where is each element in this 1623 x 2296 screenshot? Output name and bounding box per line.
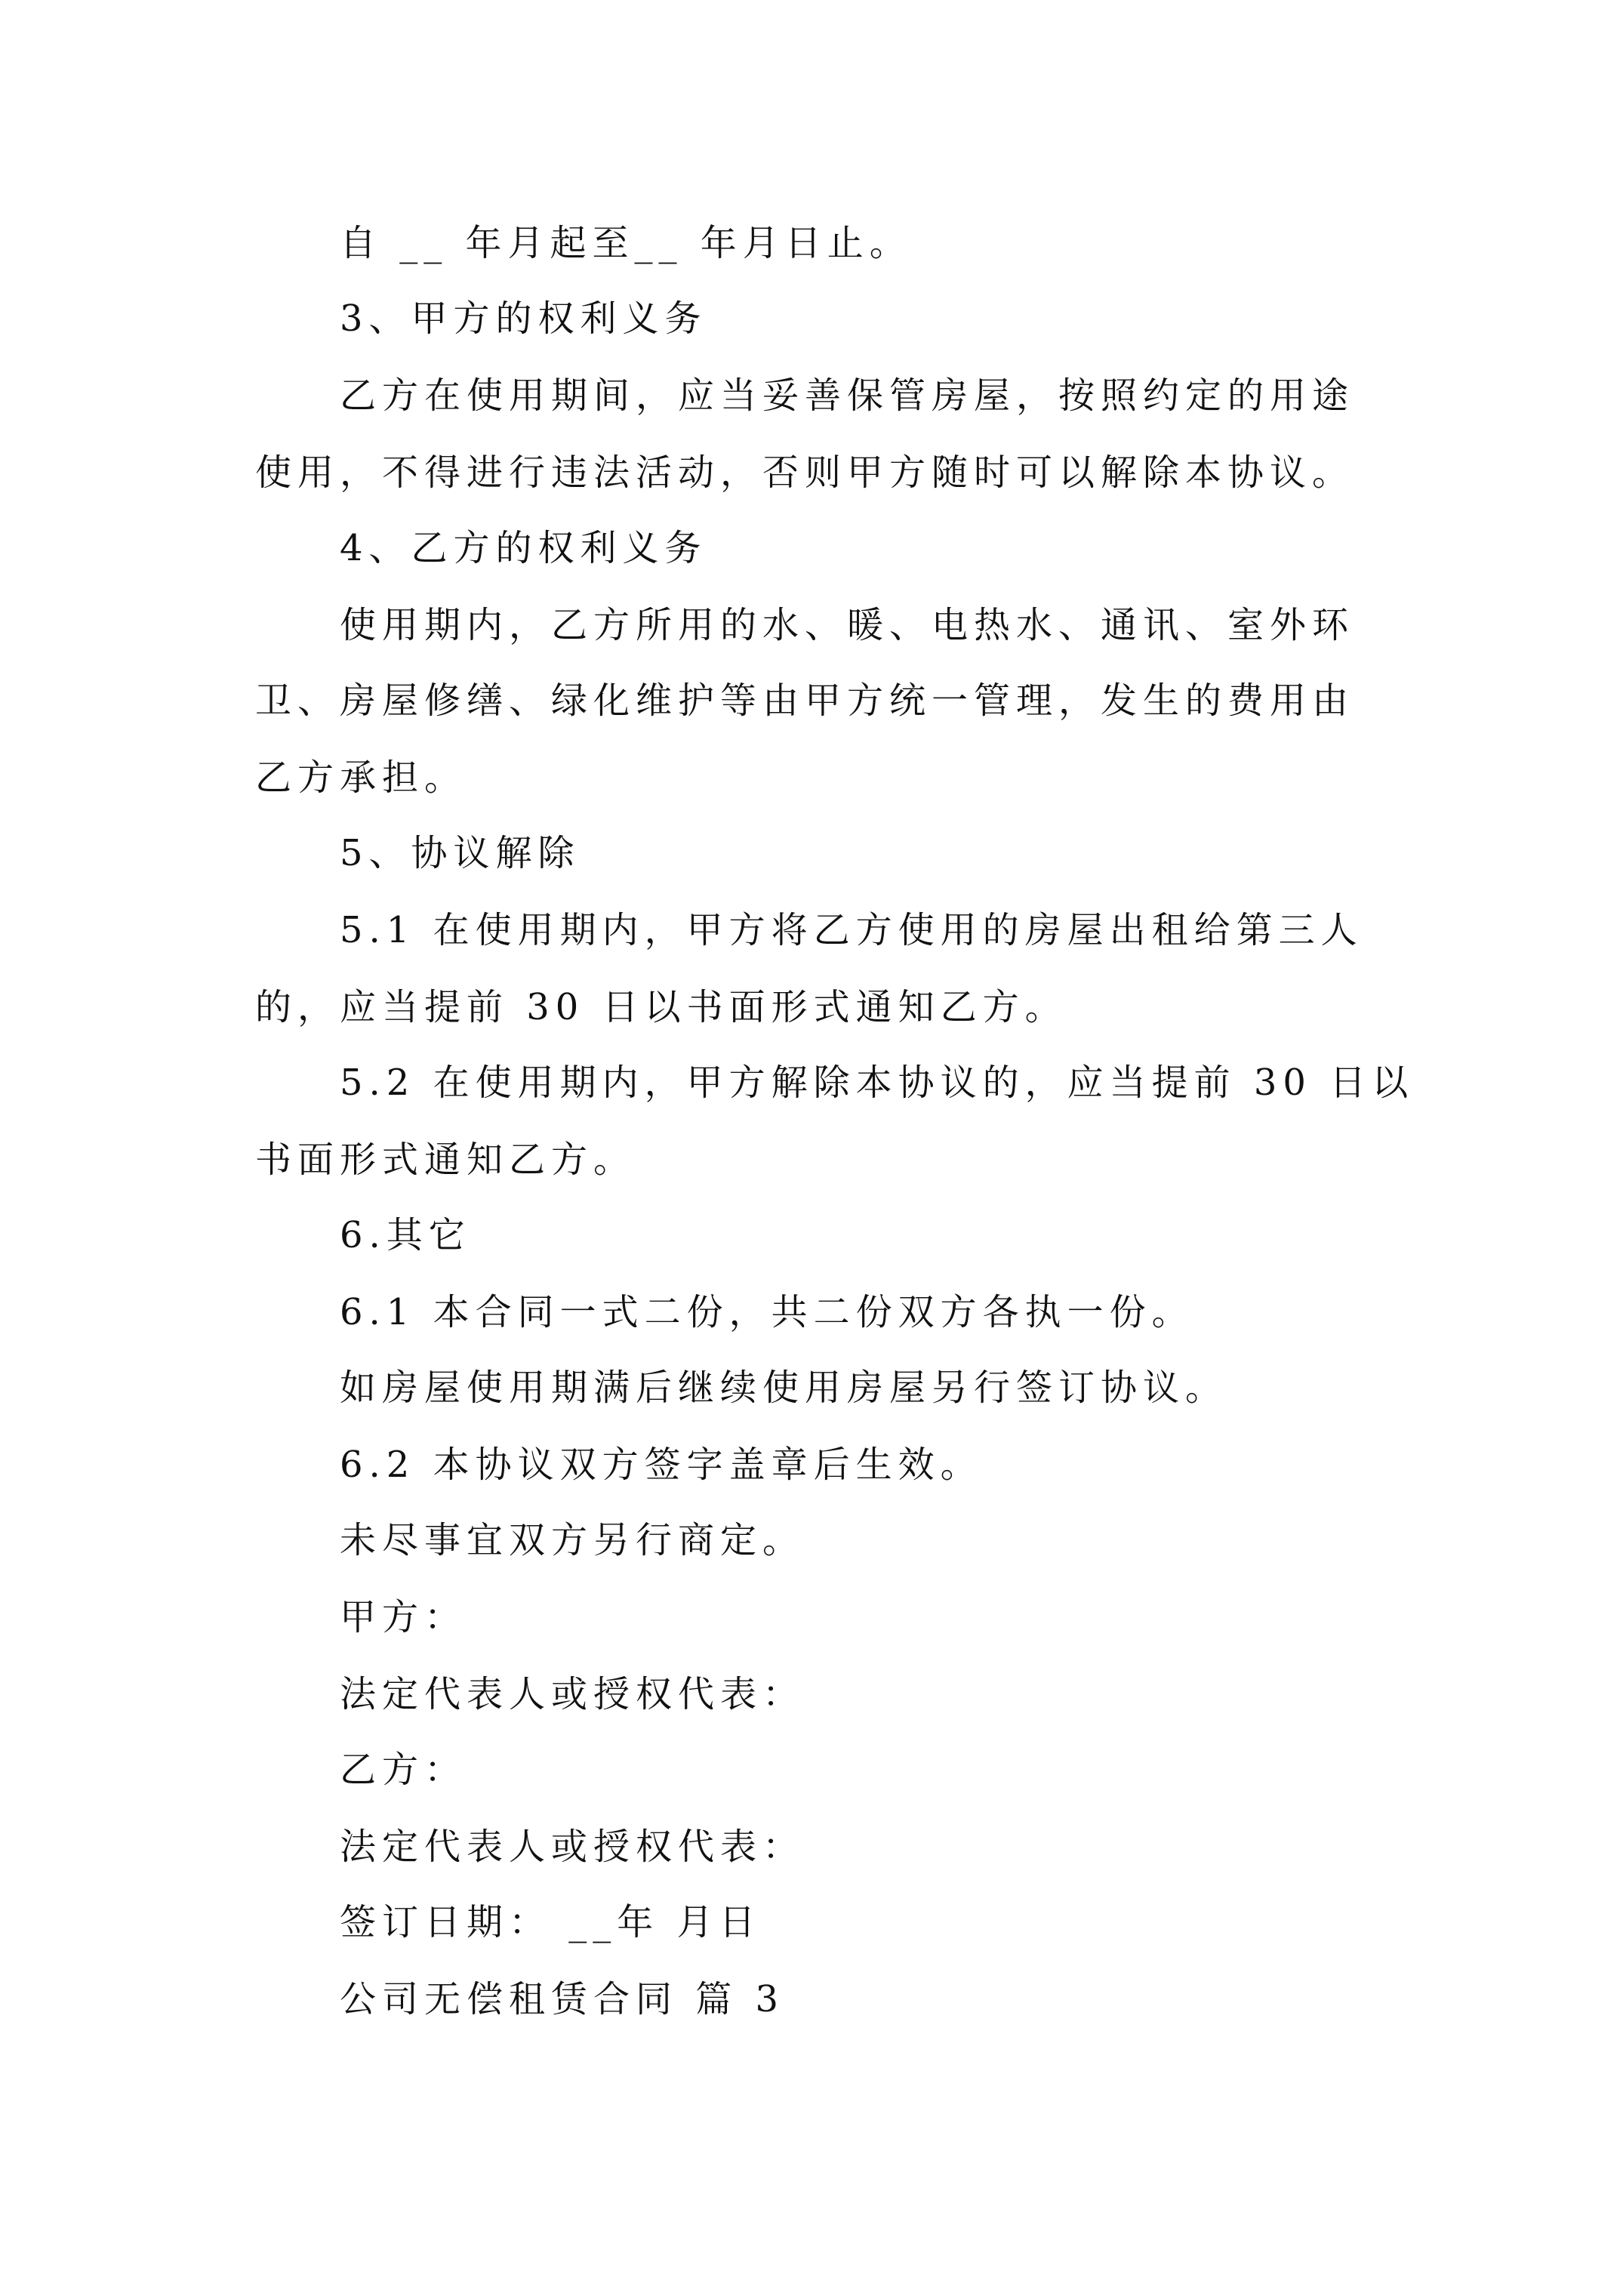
party-b-representative-label: 法定代表人或授权代表： [340, 1826, 805, 1868]
party-a-representative-label: 法定代表人或授权代表： [340, 1673, 805, 1715]
paragraph-line: 使用期内，乙方所用的水、暖、电热水、通讯、室外环 [340, 604, 1355, 646]
section-heading-4: 4、乙方的权利义务 [340, 527, 707, 569]
section-heading-3: 3、甲方的权利义务 [340, 297, 707, 340]
clause-5-1-line: 的，应当提前 30 日以书面形式通知乙方。 [255, 986, 1067, 1028]
clause-5-2-line: 5.2 在使用期内，甲方解除本协议的，应当提前 30 日以 [340, 1062, 1415, 1104]
paragraph-line: 未尽事宜双方另行商定。 [340, 1519, 805, 1561]
clause-5-1-line: 5.1 在使用期内，甲方将乙方使用的房屋出租给第三人 [340, 909, 1363, 951]
paragraph-line: 如房屋使用期满后继续使用房屋另行签订协议。 [340, 1367, 1228, 1409]
next-contract-heading: 公司无偿租赁合同 篇 3 [340, 1978, 785, 2020]
paragraph-line: 卫、房屋修缮、绿化维护等由甲方统一管理，发生的费用由 [255, 680, 1355, 722]
section-heading-6: 6.其它 [340, 1214, 471, 1256]
paragraph-line: 使用，不得进行违法活动，否则甲方随时可以解除本协议。 [255, 451, 1355, 494]
party-a-label: 甲方： [340, 1596, 467, 1638]
clause-6-2-line: 6.2 本协议双方签字盖章后生效。 [340, 1444, 983, 1486]
clause-5-2-line: 书面形式通知乙方。 [255, 1139, 636, 1181]
paragraph-line: 乙方在使用期间，应当妥善保管房屋，按照约定的用途 [340, 374, 1355, 417]
term-period-line: 自 __ 年月起至__ 年月日止。 [340, 222, 912, 264]
signing-date-label: 签订日期： __年 月日 [340, 1901, 762, 1943]
section-heading-5: 5、协议解除 [340, 832, 581, 874]
paragraph-line: 乙方承担。 [255, 757, 467, 799]
clause-6-1-line: 6.1 本合同一式二份，共二份双方各执一份。 [340, 1291, 1194, 1333]
party-b-label: 乙方： [340, 1749, 467, 1791]
